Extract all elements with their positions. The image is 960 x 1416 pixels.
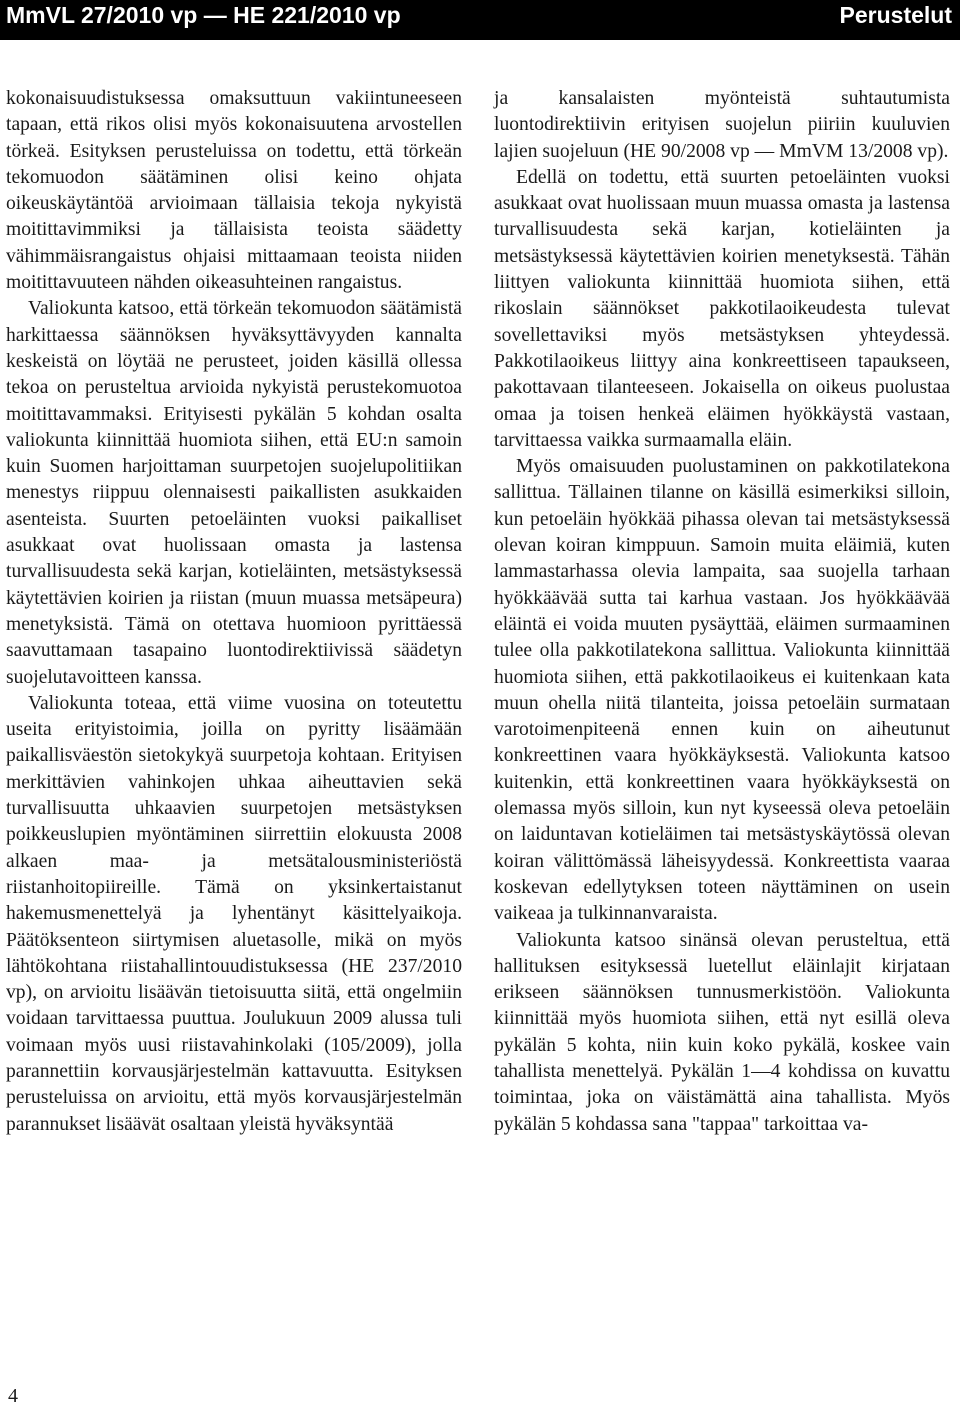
paragraph: Edellä on todettu, että suurten petoeläinten vuoksi asukkaat ovat huolissaan muun muassa omasta ja lastensa turvallisuudesta sekä karjan, kotieläinten ja metsästyksessä käytettävien koirien menetyksestä. Tähän liittyen valiokunta kiinnittää huomiota siihen, että rikoslain säännökset pakkotilaoikeudesta tulevat sovellettaviksi myös metsästyksen yhteydessä. Pakkotilaoikeus liittyy aina konkreettiseen tapaukseen, pakottavaan tilanteeseen. Jokaisella on oikeus puolustaa omaa ja toisen henkeä eläimen hyökkäystä vastaan, tarvittaessa vaikka surmaamalla eläin.: [494, 166, 950, 451]
paragraph: ja kansalaisten myönteistä suhtautumista luontodirektiivin erityisen suojelun piiriin kuuluvien lajien suojeluun (HE 90/2008 vp — MmVM 13/2008 vp).: [494, 88, 950, 162]
paragraph: Valiokunta toteaa, että viime vuosina on toteutettu useita erityistoimia, joilla on pyritty lisäämään paikallisväestön sietokykyä suurpetoja kohtaan. Erityisen merkittävien vahinkojen uhkaa aiheuttavien sekä turvallisuutta uhkaavien suurpetojen metsästyksen poikkeuslupien myöntäminen siirrettiin elokuusta 2008 alkaen maa- ja metsätalousministeriöstä riistanhoitopiireille. Tämä on yksinkertaistanut hakemusmenettelyä ja lyhentänyt käsittelyaikoja. Päätöksenteon siirtymisen aluetasolle, mikä on myös lähtökohtana riistahallintouudistuksessa (HE 237/2010 vp), on arvioitu lisäävän tietoisuutta siitä, että ongelmiin voidaan tarvittaessa puuttua. Joulukuun 2009 alussa tuli voimaan myös uusi riistavahinkolaki (105/2009), jolla parannettiin korvausjärjestelmän kattavuutta. Esityksen perusteluissa on arvioitu, että myös korvausjärjestelmän parannukset lisäävät osaltaan yleistä hyväksyntää: [6, 692, 462, 1135]
left-column: [6, 86, 462, 1138]
document-reference: MmVL 27/2010 vp — HE 221/2010 vp: [6, 2, 401, 28]
paragraph: Myös omaisuuden puolustaminen on pakkotilatekona sallittua. Tällainen tilanne on käsillä esimerkiksi silloin, kun petoeläin hyökkää pihassa olevan tai metsästyksessä olevan koiran kimppuun. Samoin muita eläimiä, kuten lammastarhassa olevia lampaita, saa suojella tarhaan hyökkäävää sutta tai karhua vastaan. Jos hyökkäävää eläintä ei voida muuten pysäyttää, eläimen surmaaminen tulee olla pakkotilatekona sallittua. Valiokunta kiinnittää huomiota siihen, että pakkotilaoikeus ei kuitenkaan kata muun ohella niitä tilanteita, joissa petoeläin surmataan varotoimenpiteenä ennen kuin on aiheutunut konkreettinen vaara hyökkäyksestä. Valiokunta katsoo kuitenkin, että konkreettinen vaara hyökkäyksestä on olemassa myös silloin, kun nyt kyseessä oleva petoeläin on laiduntavan kotieläimen tai metsästyskäytössä olevan koiran välittömässä läheisyydessä. Konkreettista vaaraa koskevan edellytyksen toteen näyttäminen on usein vaikeaa ja tulkinnanvaraista.: [494, 456, 950, 925]
paragraph: Valiokunta katsoo sinänsä olevan perusteltua, että hallituksen esityksessä luetellut eläinlajit kirjataan erikseen säännöksen tunnusmerkistöön. Valiokunta kiinnittää myös huomiota siihen, että nyt esillä oleva pykälän 5 kohta, niin kuin koko pykälä, koskee vain tahallista menettelyä. Pykälän 1—4 kohdissa on kuvattu toimintaa, joka on väistämättä aina tahallista. Myös pykälän 5 kohdassa sana "tappaa" tarkoittaa va-: [494, 929, 950, 1135]
running-header: [0, 0, 960, 40]
paragraph: Valiokunta katsoo, että törkeän tekomuodon säätämistä harkittaessa säännöksen hyväksyttävyyden kannalta keskeistä on löytää ne perusteet, joiden käsillä ollessa tekoa on perusteltua arvioida nykyistä perustekomuotoa moitittavammaksi. Erityisesti pykälän 5 kohdan osalta valiokunta kiinnittää huomiota siihen, että EU:n samoin kuin Suomen harjoittaman suurpetojen suojelupolitiikan menestys riippuu olennaisesti paikallisten asukkaiden asenteista. Suurten petoeläinten vuoksi paikalliset asukkaat ovat huolissaan omasta ja lastensa turvallisuudesta sekä karjan, kotieläinten, metsästyksessä käytettävien koirien ja riistan (muun muassa metsäpeura) menetyksistä. Tämä on otettava huomioon pyrittäessä saavuttamaan tasapaino luontodirektiivissä säädetyn suojelutavoitteen kanssa.: [6, 298, 462, 688]
right-column: [494, 86, 950, 1138]
page-number: 4: [8, 1385, 18, 1407]
section-title: Perustelut: [839, 2, 952, 28]
paragraph: kokonaisuudistuksessa omaksuttuun vakiintuneeseen tapaan, että rikos olisi myös kokonaisuutena arvostellen törkeä. Esityksen perusteluissa on todettu, että törkeän tekomuodon säätäminen olisi keino ohjata oikeuskäytäntöä arvioimaan tällaisia tekoja nykyistä moitittavimmiksi ja tällaisista teoista säädetty vähimmäisrangaistus ohjaisi mittaamaan teoista niiden moitittavuuteen nähden oikeasuhteinen rangaistus.: [6, 88, 462, 294]
